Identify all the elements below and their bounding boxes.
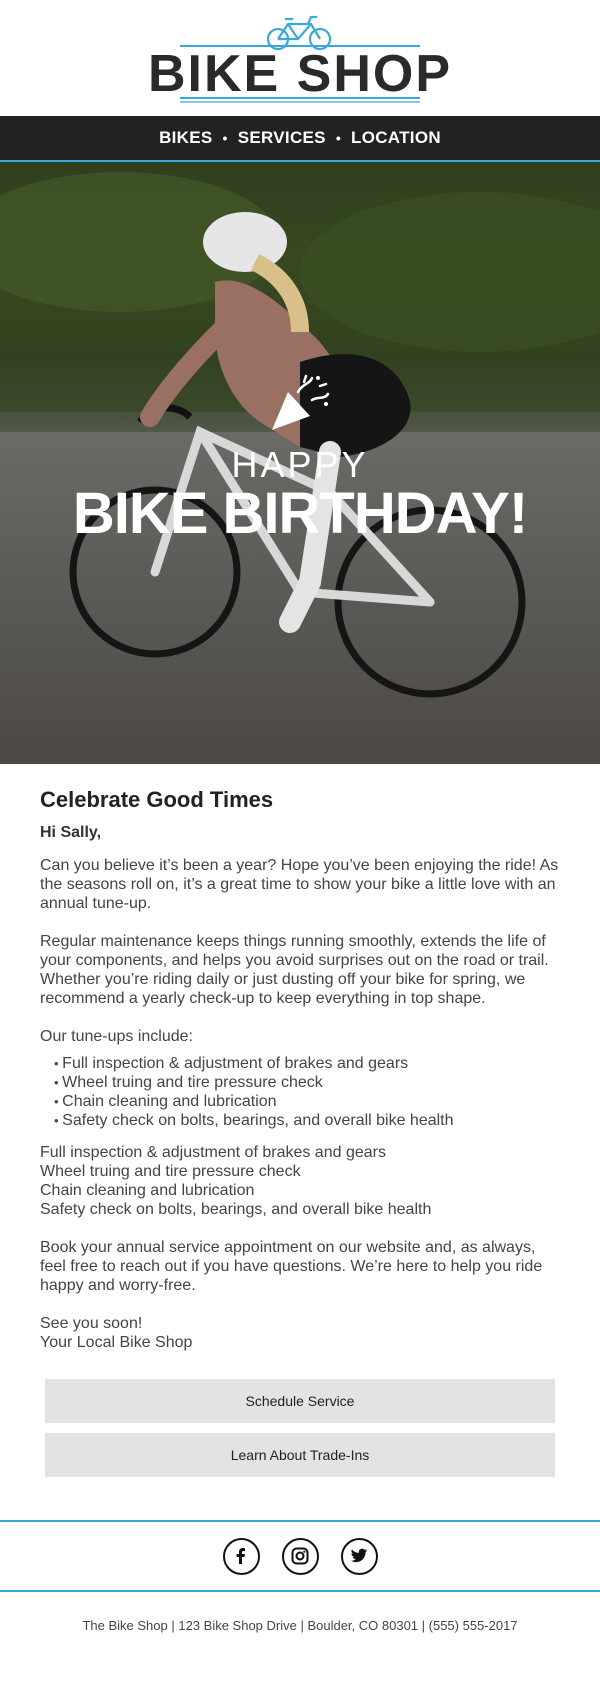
nav-services[interactable]: SERVICES <box>237 128 326 147</box>
signoff-signature: Your Local Bike Shop <box>40 1334 193 1351</box>
list-item: • Safety check on bolts, bearings, and overall bike health <box>54 1111 560 1130</box>
intro-paragraph: Can you believe it’s been a year? Hope you’ve been enjoying the ride! As the seasons roll on, it’s a great time to show your bike a little love with an annual tune-up. <box>40 857 559 912</box>
booking-paragraph: Book your annual service appointment on our website and, as always, feel free to reach out if you have questions. We’re here to help you ride happy and worry-free. <box>40 1239 543 1294</box>
tuneup-bullet-list <box>40 1054 560 1130</box>
maintenance-paragraph: Regular maintenance keeps things running smoothly, extends the life of your components, and helps you avoid surprises out on the road or trail. Whether you’re riding daily or just dusting off your bike for spring, we recommend a yearly check-up to keep everything in top shape. <box>40 933 549 1007</box>
list-item: • Chain cleaning and lubrication <box>54 1092 560 1111</box>
hero-happy-text: HAPPY <box>231 444 369 485</box>
main-nav <box>0 116 600 162</box>
list-item: Wheel truing and tire pressure check <box>40 1163 301 1180</box>
nav-separator: • <box>222 130 228 146</box>
logo-header <box>0 0 600 116</box>
list-item: • Wheel truing and tire pressure check <box>54 1073 560 1092</box>
party-popper-icon <box>268 372 332 436</box>
facebook-icon[interactable] <box>223 1538 260 1575</box>
greeting: Hi Sally, <box>40 824 102 841</box>
email-body <box>0 764 600 1352</box>
list-item: Safety check on bolts, bearings, and overall bike health <box>40 1201 432 1218</box>
bike-shop-logo[interactable] <box>147 12 453 104</box>
hero-banner[interactable] <box>0 162 600 764</box>
social-links <box>0 1522 600 1590</box>
instagram-icon[interactable] <box>282 1538 319 1575</box>
hero-birthday-title: BIKE BIRTHDAY! <box>72 481 528 546</box>
signoff-line: See you soon! <box>40 1315 143 1332</box>
list-item: Full inspection & adjustment of brakes and gears <box>40 1144 386 1161</box>
logo-text: BIKE SHOP <box>147 45 453 103</box>
twitter-icon[interactable] <box>341 1538 378 1575</box>
cta-buttons <box>0 1352 600 1477</box>
tuneup-plain-list <box>40 1143 560 1219</box>
trade-ins-button[interactable]: Learn About Trade-Ins <box>45 1433 555 1477</box>
nav-separator: • <box>335 130 342 146</box>
content-heading: Celebrate Good Times <box>40 787 274 812</box>
footer-address: The Bike Shop | 123 Bike Shop Drive | Boulder, CO 80301 | (555) 555-2017 <box>82 1618 518 1633</box>
list-item: Chain cleaning and lubrication <box>40 1182 255 1199</box>
nav-location[interactable]: LOCATION <box>351 128 441 147</box>
schedule-service-button[interactable]: Schedule Service <box>45 1379 555 1423</box>
list-item: • Full inspection & adjustment of brakes and gears <box>54 1054 560 1073</box>
nav-bikes[interactable]: BIKES <box>159 128 213 147</box>
tuneup-list-intro: Our tune-ups include: <box>40 1028 193 1045</box>
